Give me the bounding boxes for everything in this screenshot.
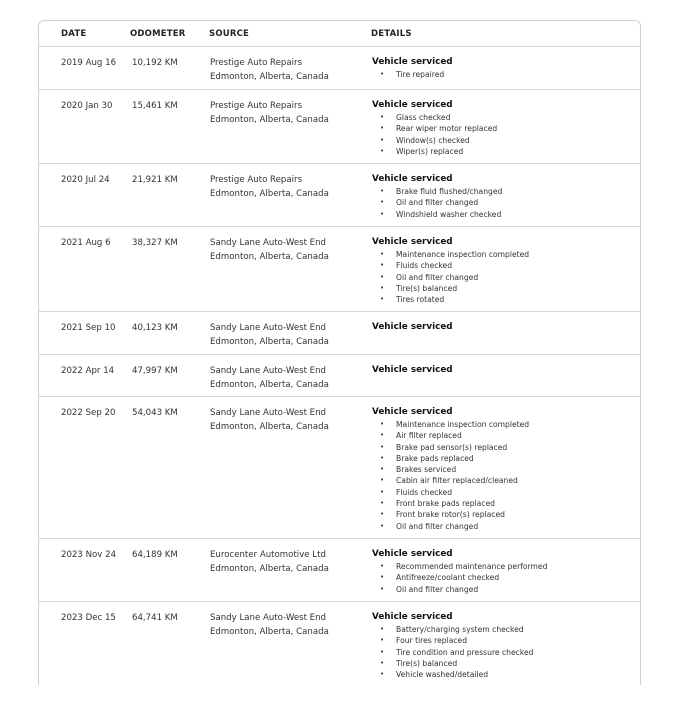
details-title: Vehicle serviced [372, 237, 453, 247]
table-row [39, 312, 640, 355]
header-source: SOURCE [209, 29, 250, 39]
row-details [372, 548, 547, 595]
row-details [372, 173, 502, 220]
table-row [39, 47, 640, 90]
list-item: • Air filter replaced [372, 430, 529, 441]
row-details [372, 406, 529, 532]
list-item: • Maintenance inspection completed [372, 419, 529, 430]
row-date: 2023 Nov 24 [61, 550, 117, 560]
row-source [210, 406, 329, 434]
row-odometer: 15,461 KM [132, 101, 178, 111]
row-source [210, 173, 329, 201]
row-details [372, 321, 453, 334]
header-odometer: ODOMETER [130, 29, 186, 39]
source-name: Sandy Lane Auto-West End [210, 238, 327, 248]
table-row [39, 164, 640, 227]
list-item: • Cabin air filter replaced/cleaned [372, 475, 529, 486]
source-location: Edmonton, Alberta, Canada [210, 115, 329, 125]
row-source [210, 236, 329, 264]
list-item: • Tire(s) balanced [372, 283, 529, 294]
list-item: • Glass checked [372, 112, 497, 123]
row-details [372, 611, 533, 680]
source-name: Sandy Lane Auto-West End [210, 408, 327, 418]
row-odometer: 38,327 KM [132, 238, 178, 248]
source-name: Eurocenter Automotive Ltd [210, 550, 326, 560]
list-item: • Brake pad sensor(s) replaced [372, 442, 529, 453]
row-date: 2021 Aug 6 [61, 238, 111, 248]
list-item: • Fluids checked [372, 487, 529, 498]
row-date: 2019 Aug 16 [61, 58, 117, 68]
source-name: Prestige Auto Repairs [210, 175, 303, 185]
table-row [39, 355, 640, 397]
list-item: • Brakes serviced [372, 464, 529, 475]
row-odometer: 64,741 KM [132, 613, 178, 623]
table-body [39, 47, 640, 685]
row-source [210, 99, 329, 127]
list-item: • Tire condition and pressure checked [372, 647, 533, 658]
source-location: Edmonton, Alberta, Canada [210, 337, 329, 347]
list-item: • Recommended maintenance performed [372, 561, 547, 572]
details-list [372, 112, 497, 157]
details-list [372, 186, 502, 220]
list-item: • Wiper(s) replaced [372, 146, 497, 157]
source-location: Edmonton, Alberta, Canada [210, 627, 329, 637]
source-location: Edmonton, Alberta, Canada [210, 72, 329, 82]
row-odometer: 54,043 KM [132, 408, 178, 418]
table-row [39, 539, 640, 602]
source-name: Sandy Lane Auto-West End [210, 366, 327, 376]
details-title: Vehicle serviced [372, 407, 453, 417]
row-date: 2023 Dec 15 [61, 613, 116, 623]
header-date: DATE [61, 29, 87, 39]
source-name: Prestige Auto Repairs [210, 101, 303, 111]
row-date: 2022 Apr 14 [61, 366, 115, 376]
source-name: Prestige Auto Repairs [210, 58, 303, 68]
source-name: Sandy Lane Auto-West End [210, 323, 327, 333]
list-item: • Front brake rotor(s) replaced [372, 509, 529, 520]
details-list [372, 624, 533, 680]
source-location: Edmonton, Alberta, Canada [210, 422, 329, 432]
row-source [210, 364, 329, 392]
row-odometer: 10,192 KM [132, 58, 178, 68]
list-item: • Windshield washer checked [372, 209, 502, 220]
list-item: • Oil and filter changed [372, 272, 529, 283]
row-source [210, 548, 329, 576]
details-title: Vehicle serviced [372, 57, 453, 67]
row-details [372, 236, 529, 305]
details-title: Vehicle serviced [372, 100, 453, 110]
list-item: • Tire(s) balanced [372, 658, 533, 669]
source-location: Edmonton, Alberta, Canada [210, 252, 329, 262]
table-header [39, 21, 640, 47]
details-title: Vehicle serviced [372, 549, 453, 559]
list-item: • Window(s) checked [372, 135, 497, 146]
list-item: • Front brake pads replaced [372, 498, 529, 509]
list-item: • Oil and filter changed [372, 584, 547, 595]
source-location: Edmonton, Alberta, Canada [210, 564, 329, 574]
list-item: • Oil and filter changed [372, 521, 529, 532]
details-list [372, 561, 547, 595]
source-location: Edmonton, Alberta, Canada [210, 380, 329, 390]
source-location: Edmonton, Alberta, Canada [210, 189, 329, 199]
header-details: DETAILS [371, 29, 412, 39]
row-source [210, 321, 329, 349]
row-date: 2022 Sep 20 [61, 408, 116, 418]
list-item: • Vehicle washed/detailed [372, 669, 533, 680]
list-item: • Brake pads replaced [372, 453, 529, 464]
list-item: • Oil and filter changed [372, 197, 502, 208]
details-list [372, 69, 453, 80]
row-source [210, 611, 329, 639]
details-title: Vehicle serviced [372, 174, 453, 184]
row-details [372, 56, 453, 80]
list-item: • Four tires replaced [372, 635, 533, 646]
row-details [372, 364, 453, 377]
table-row [39, 397, 640, 539]
table-row [39, 227, 640, 312]
row-source [210, 56, 329, 84]
list-item: • Brake fluid flushed/changed [372, 186, 502, 197]
row-odometer: 47,997 KM [132, 366, 178, 376]
row-date: 2020 Jan 30 [61, 101, 113, 111]
service-history-table [38, 20, 641, 685]
details-list [372, 419, 529, 532]
details-list [372, 249, 529, 305]
table-row [39, 90, 640, 164]
details-title: Vehicle serviced [372, 365, 453, 375]
list-item: • Tires rotated [372, 294, 529, 305]
row-details [372, 99, 497, 157]
details-title: Vehicle serviced [372, 612, 453, 622]
row-odometer: 21,921 KM [132, 175, 178, 185]
row-date: 2020 Jul 24 [61, 175, 110, 185]
details-title: Vehicle serviced [372, 322, 453, 332]
list-item: • Battery/charging system checked [372, 624, 533, 635]
list-item: • Tire repaired [372, 69, 453, 80]
row-odometer: 64,189 KM [132, 550, 178, 560]
row-odometer: 40,123 KM [132, 323, 178, 333]
row-date: 2021 Sep 10 [61, 323, 116, 333]
list-item: • Fluids checked [372, 260, 529, 271]
source-name: Sandy Lane Auto-West End [210, 613, 327, 623]
list-item: • Antifreeze/coolant checked [372, 572, 547, 583]
list-item: • Maintenance inspection completed [372, 249, 529, 260]
table-row [39, 602, 640, 685]
list-item: • Rear wiper motor replaced [372, 123, 497, 134]
